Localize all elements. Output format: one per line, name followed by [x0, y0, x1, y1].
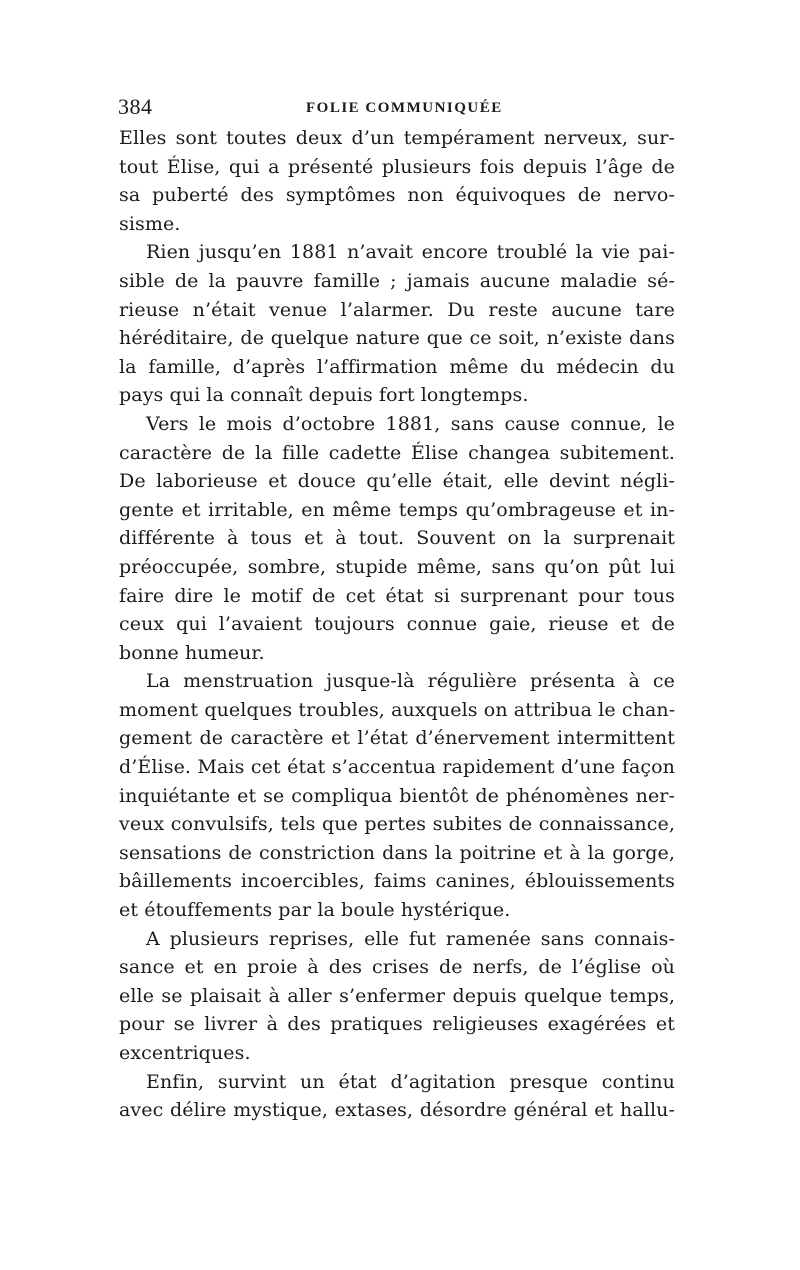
text-line: Rien jusqu’en 1881 n’avait encore troublé la vie pai- — [146, 241, 675, 264]
page-number: 384 — [118, 94, 153, 119]
body-text — [119, 124, 675, 1125]
text-line: elle se plaisait à aller s’enfermer depuis quelque temps, — [119, 984, 675, 1007]
text-line: et étouffements par la boule hystérique. — [119, 899, 511, 922]
text-line: bonne humeur. — [119, 641, 265, 664]
text-line: De laborieuse et douce qu’elle était, elle devint négli- — [119, 470, 675, 493]
text-line: héréditaire, de quelque nature que ce soit, n’existe dans — [119, 327, 675, 350]
text-line: inquiétante et se compliqua bientôt de phénomènes ner- — [119, 784, 675, 807]
text-line: sensations de constriction dans la poitrine et à la gorge, — [119, 841, 675, 864]
text-line: ceux qui l’avaient toujours connue gaie, rieuse et de — [119, 613, 675, 636]
text-line: faire dire le motif de cet état si surprenant pour tous — [119, 584, 675, 607]
text-line: d’Élise. Mais cet état s’accentua rapidement d’une façon — [119, 756, 675, 779]
text-line: rieuse n’était venue l’alarmer. Du reste aucune tare — [119, 298, 675, 321]
text-line: excentriques. — [119, 1042, 251, 1064]
text-line: A plusieurs reprises, elle fut ramenée sans connais- — [146, 927, 675, 950]
text-line: Enfin, survint un état d’agitation presque continu — [146, 1070, 675, 1093]
text-line: caractère de la fille cadette Élise changea subitement. — [119, 441, 675, 464]
text-line: pays qui la connaît depuis fort longtemps. — [119, 384, 529, 407]
text-line: moment quelques troubles, auxquels on attribua le chan- — [119, 698, 676, 721]
text-line: pour se livrer à des pratiques religieuses exagérées et — [119, 1013, 675, 1036]
text-line: avec délire mystique, extases, désordre général et hallu- — [119, 1099, 675, 1122]
text-line: gente et irritable, en même temps qu’ombrageuse et in- — [119, 498, 675, 521]
running-head — [118, 92, 675, 122]
running-title: FOLIE COMMUNIQUÉE — [306, 100, 503, 116]
text-line: la famille, d’après l’affirmation même du médecin du — [119, 355, 675, 378]
text-line: sible de la pauvre famille ; jamais aucune maladie sé- — [119, 269, 675, 292]
text-line: sisme. — [119, 212, 181, 235]
text-line: sa puberté des symptômes non équivoques de nervo- — [119, 184, 675, 207]
text-line: préoccupée, sombre, stupide même, sans qu’on pût lui — [119, 555, 675, 578]
text-line: Vers le mois d’octobre 1881, sans cause connue, le — [146, 412, 675, 435]
text-line: sance et en proie à des crises de nerfs, de l’église où — [119, 956, 675, 979]
text-line: La menstruation jusque-là régulière présenta à ce — [146, 670, 675, 693]
text-line: tout Élise, qui a présenté plusieurs fois depuis l’âge de — [119, 155, 675, 178]
text-line: différente à tous et à tout. Souvent on la surprenait — [119, 527, 675, 550]
text-line: gement de caractère et l’état d’énervement intermittent — [119, 727, 675, 750]
text-line: bâillements incoercibles, faims canines, éblouissements — [119, 870, 675, 893]
text-line: Elles sont toutes deux d’un tempérament nerveux, sur- — [119, 127, 675, 149]
text-line: veux convulsifs, tels que pertes subites de connaissance, — [119, 813, 675, 836]
